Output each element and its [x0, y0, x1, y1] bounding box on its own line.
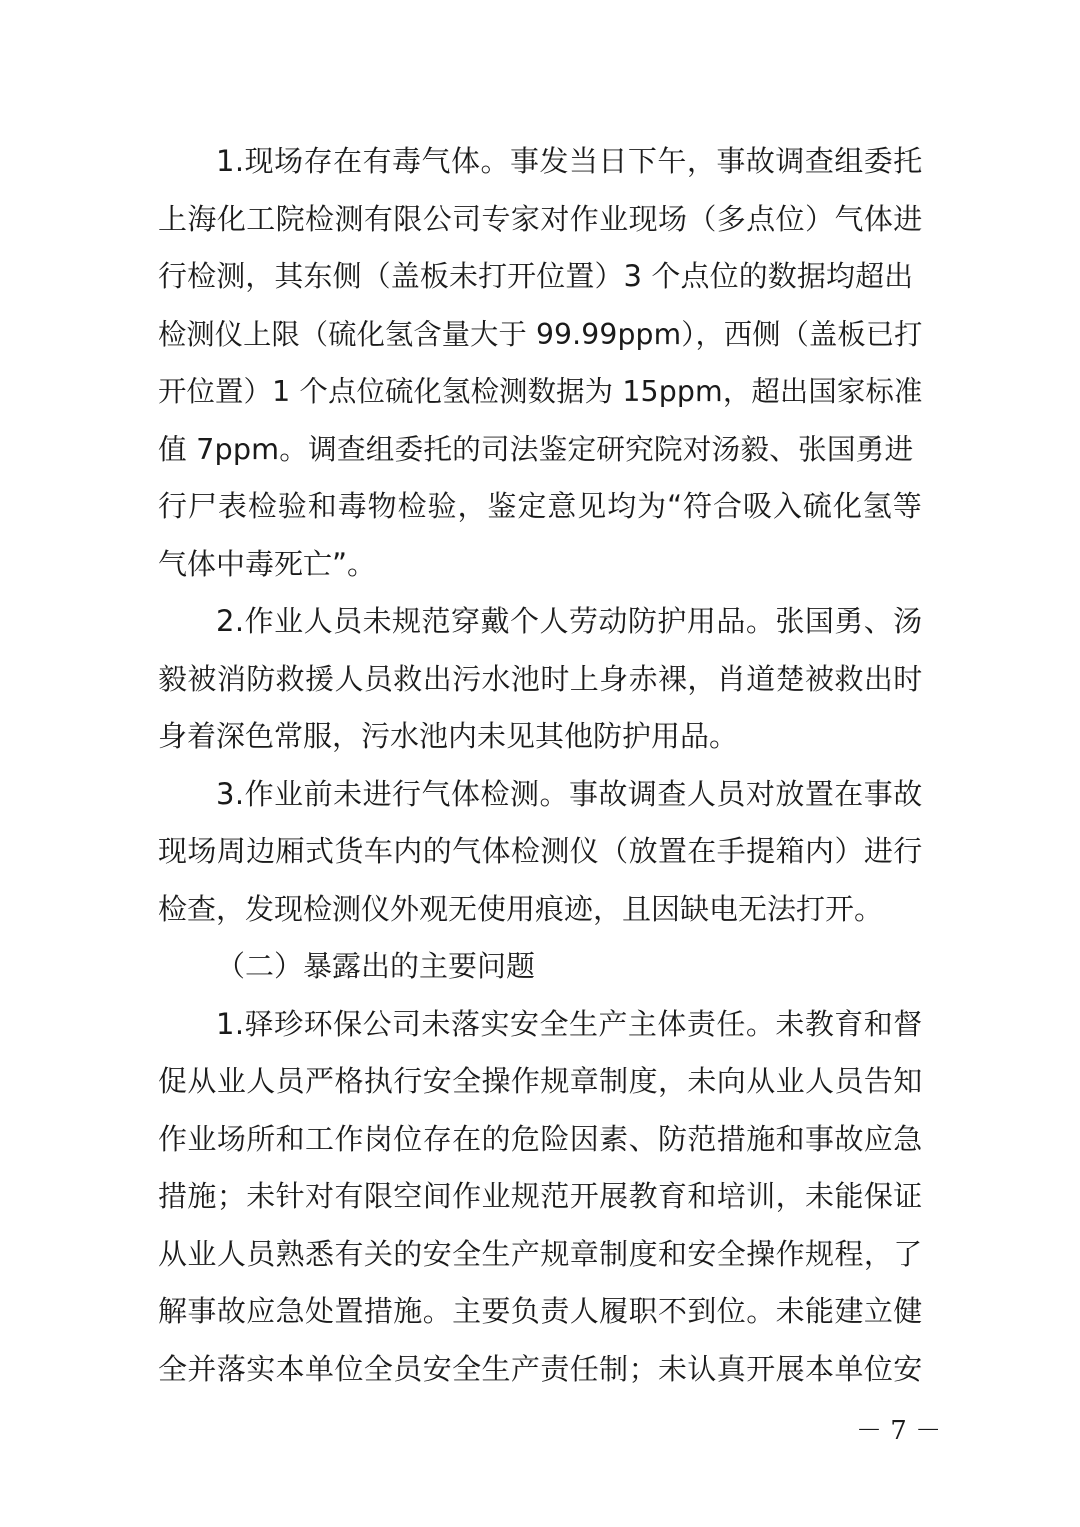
text-line-5: 开位置）1 个点位硫化氢检测数据为 15ppm，超出国家标准 — [158, 375, 923, 408]
text-line-6: 值 7ppm。调查组委托的司法鉴定研究院对汤毅、张国勇进 — [158, 431, 914, 466]
text-line-9: 2.作业人员未规范穿戴个人劳动防护用品。张国勇、汤 — [216, 604, 923, 638]
page-number: － 7 － — [856, 1416, 942, 1446]
text-line-7: 行尸表检验和毒物检验，鉴定意见均为“符合吸入硫化氢等 — [158, 489, 923, 523]
text-line-13: 现场周边厢式货车内的气体检测仪（放置在手提箱内）进行 — [158, 834, 923, 868]
text-line-3: 行检测，其东侧（盖板未打开位置）3 个点位的数据均超出 — [158, 259, 914, 293]
text-line-19: 措施；未针对有限空间作业规范开展教育和培训，未能保证 — [158, 1179, 923, 1213]
text-line-2: 上海化工院检测有限公司专家对作业现场（多点位）气体进 — [158, 201, 923, 236]
text-line-10: 毅被消防救援人员救出污水池时上身赤裸，肖道楚被救出时 — [158, 661, 923, 696]
section-heading: （二）暴露出的主要问题 — [216, 949, 536, 983]
body-text — [158, 133, 924, 1398]
text-line-14: 检查，发现检测仪外观无使用痕迹，且因缺电无法打开。 — [158, 891, 884, 926]
text-line-12: 3.作业前未进行气体检测。事故调查人员对放置在事故 — [216, 776, 923, 811]
text-line-11: 身着深色常服，污水池内未见其他防护用品。 — [158, 719, 739, 753]
text-line-21: 解事故应急处置措施。主要负责人履职不到位。未能建立健 — [158, 1294, 923, 1328]
text-line-20: 从业人员熟悉有关的安全生产规章制度和安全操作规程，了 — [158, 1236, 923, 1271]
text-line-22: 全并落实本单位全员安全生产责任制；未认真开展本单位安 — [158, 1351, 923, 1386]
text-line-17: 促从业人员严格执行安全操作规章制度，未向从业人员告知 — [158, 1064, 923, 1098]
text-line-4: 检测仪上限（硫化氢含量大于 99.99ppm），西侧（盖板已打 — [158, 317, 923, 351]
text-line-16: 1.驿珍环保公司未落实安全生产主体责任。未教育和督 — [216, 1006, 923, 1041]
text-line-18: 作业场所和工作岗位存在的危险因素、防范措施和事故应急 — [158, 1121, 923, 1156]
text-line-8: 气体中毒死亡”。 — [158, 546, 377, 581]
text-line-1: 1.现场存在有毒气体。事发当日下午，事故调查组委托 — [216, 144, 923, 178]
